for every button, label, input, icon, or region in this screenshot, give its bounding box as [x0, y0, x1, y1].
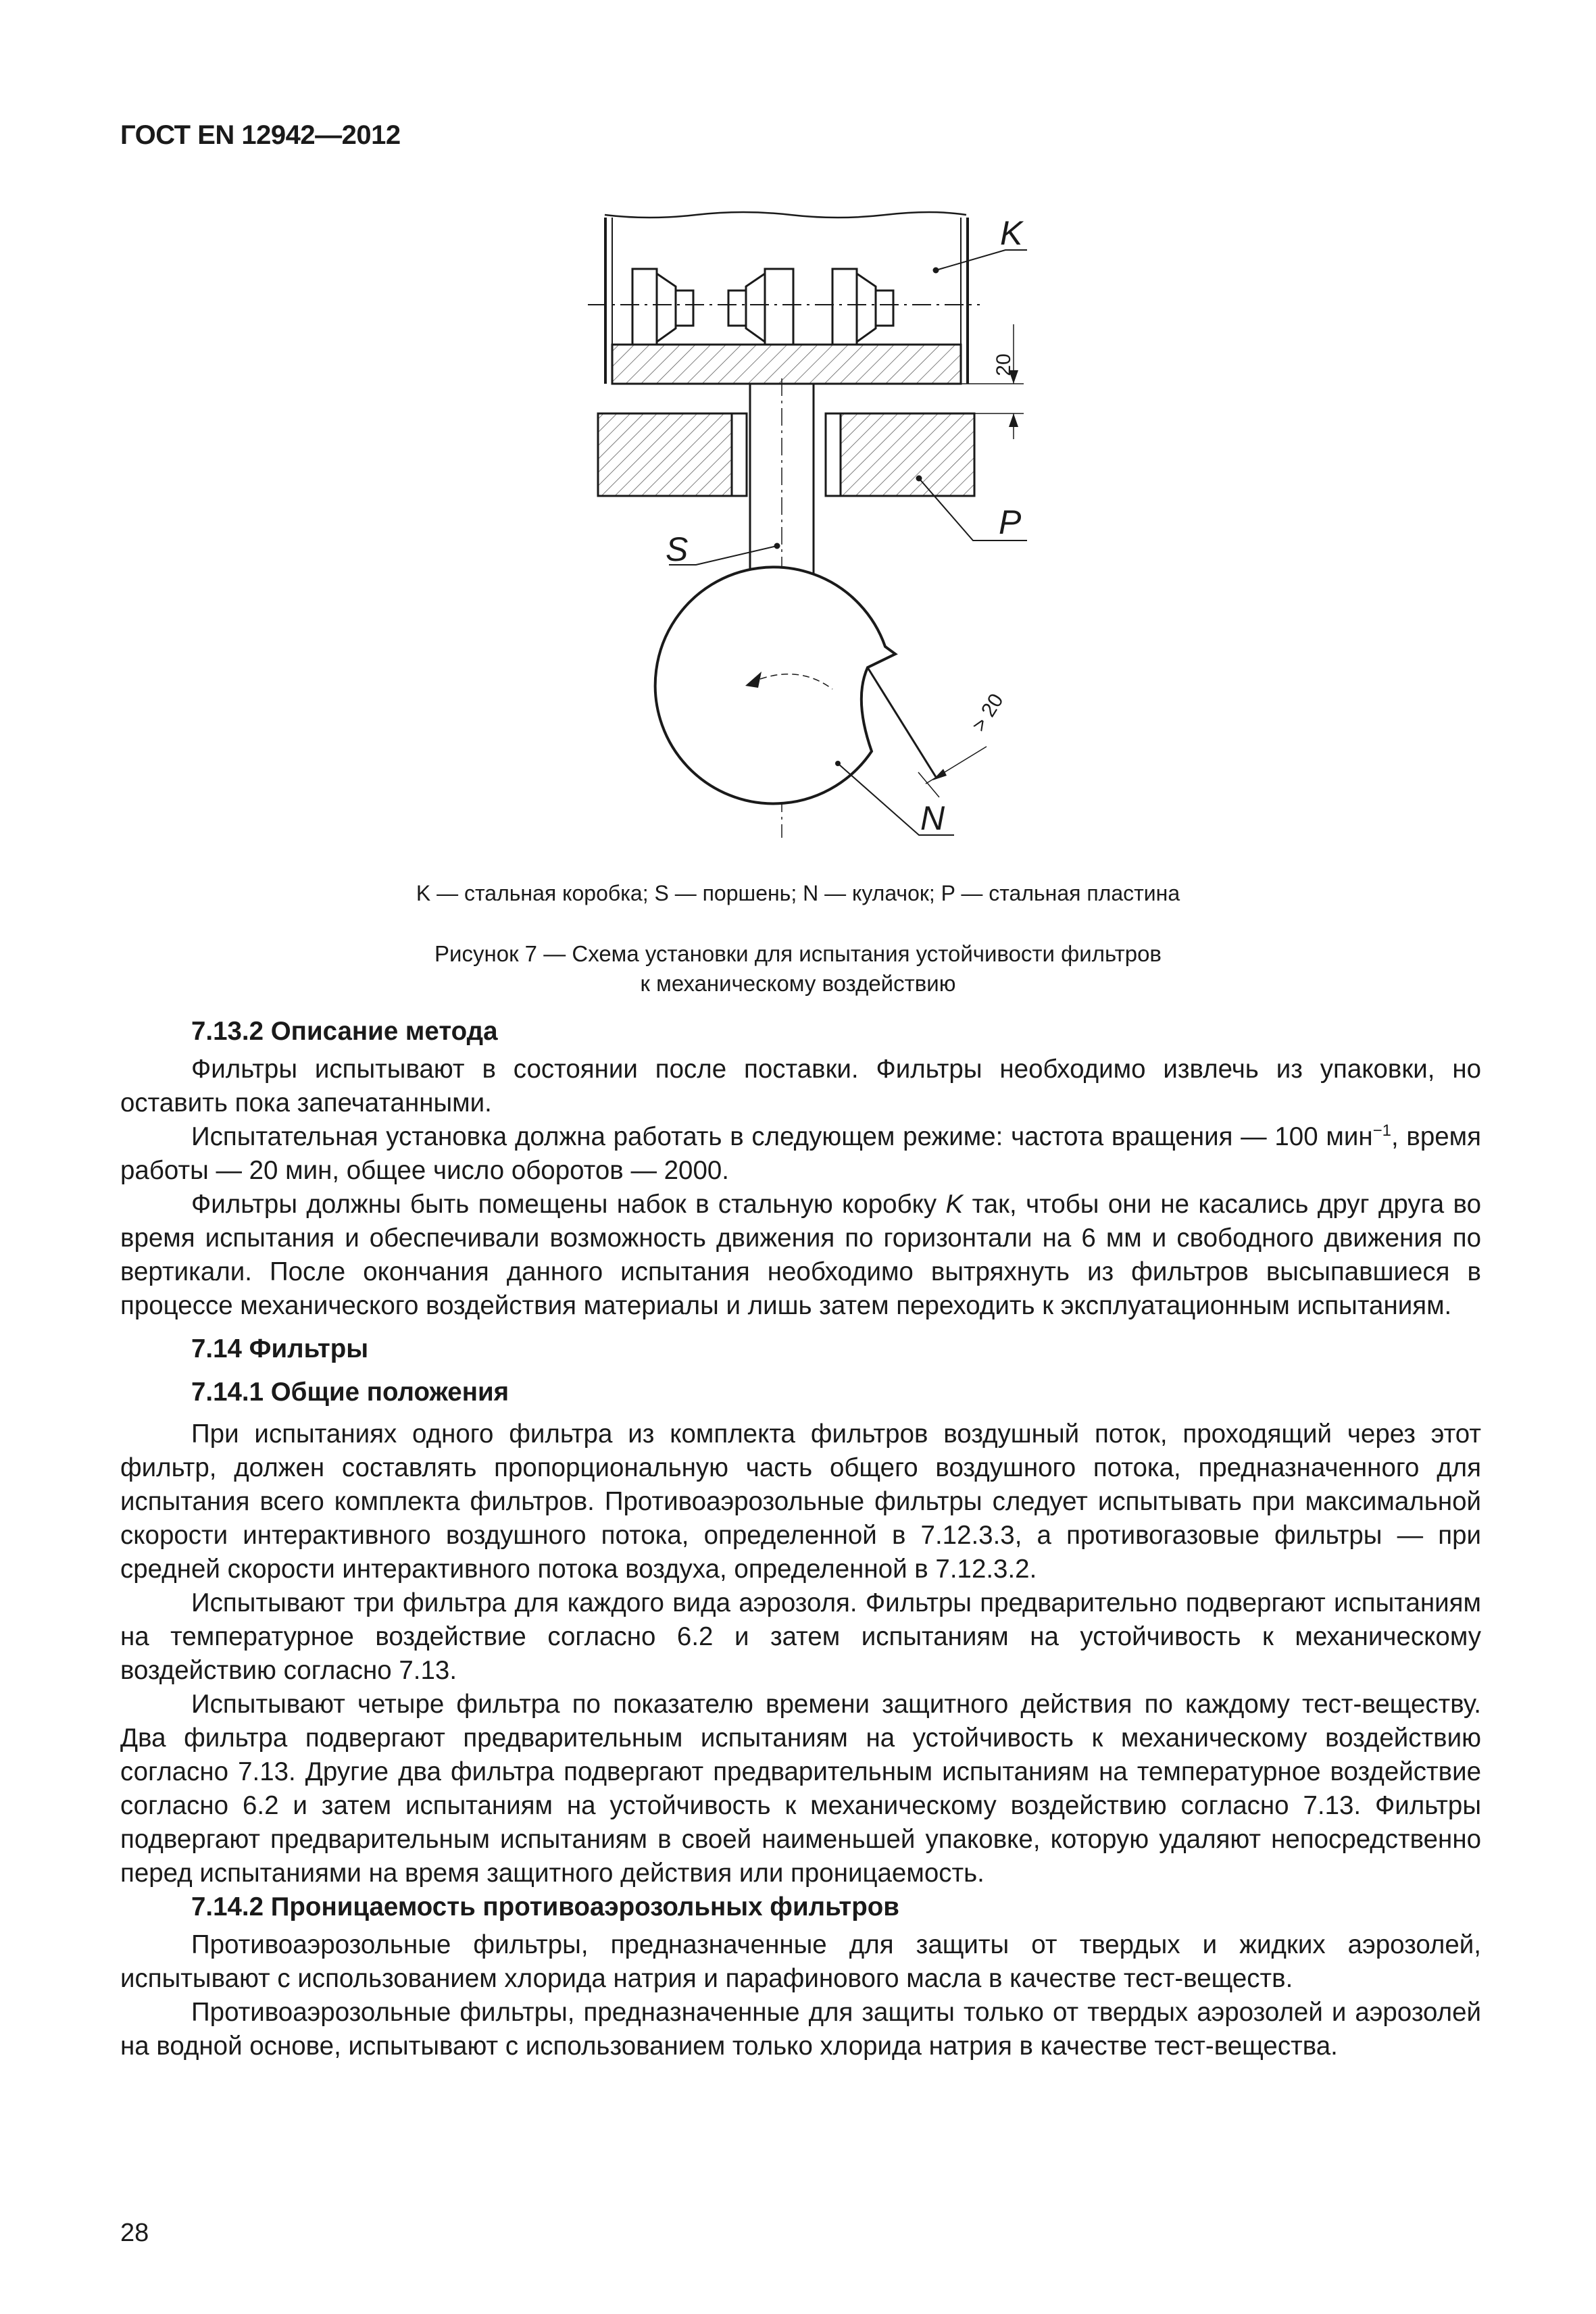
dimension-gt20 — [918, 747, 987, 797]
paragraph: Противоаэрозольные фильтры, предназначенные для защиты от твердых и жидких аэрозолей, испытывают с использованием хлорида натрия и парафинового масла в качестве тест-веществ. — [120, 1930, 1481, 1993]
paragraph: Противоаэрозольные фильтры, предназначенные для защиты только от твердых аэрозолей и аэрозолей на водной основе, испытывают с использованием только хлорида натрия в качестве тест-вещества. — [120, 1998, 1481, 2061]
figure-caption-line-1: Рисунок 7 — Схема установки для испытания устойчивости фильтров — [434, 941, 1162, 966]
dimension-20-label: 20 — [993, 353, 1015, 376]
superscript: −1 — [1372, 1122, 1391, 1140]
heading-7-14-2: 7.14.2 Проницаемость противоаэрозольных фильтров — [191, 1892, 899, 1921]
italic-k: K — [945, 1190, 964, 1219]
label-p: P — [999, 503, 1022, 541]
filters-in-box — [632, 269, 893, 345]
paragraph: Фильтры испытывают в состоянии после поставки. Фильтры необходимо извлечь из упаковки, но оставить пока запечатанными. — [120, 1055, 1481, 1117]
paragraph-placement — [120, 1188, 1481, 1323]
heading-7-13-2: 7.13.2 Описание метода — [191, 1017, 498, 1046]
figure-caption-line-2: к механическому воздействию — [640, 971, 956, 996]
test-setup-schematic — [574, 203, 1047, 865]
standard-header: ГОСТ EN 12942—2012 — [120, 120, 401, 150]
cam-n — [655, 567, 936, 803]
text-fragment: Испытательная установка должна работать в следующем режиме: частота вращения — 100 мин — [191, 1122, 1373, 1151]
text-fragment: так, чтобы они не касались друг друга во время испытания и обеспечивали возможность движения по горизонтали на 6 мм и свободного движения по вертикали. После окончания данного испытания необходимо вытряхнуть из фильтров высыпавшиеся в процессе механического воздействия материалы и лишь затем переходить к эксплуатационным испытаниям. — [120, 1190, 1481, 1320]
paragraph-operating-mode — [120, 1120, 1481, 1188]
paragraph: Испытывают три фильтра для каждого вида аэрозоля. Фильтры предварительно подвергают испытаниям на температурное воздействие согласно 6.2 и затем испытаниям на устойчивость к механическому воздействию согласно 7.13. — [120, 1588, 1481, 1685]
figure-legend: K — стальная коробка; S — поршень; N — кулачок; P — стальная пластина — [416, 881, 1180, 905]
steel-box-k — [588, 212, 980, 384]
label-n: N — [920, 799, 945, 837]
label-s: S — [666, 530, 689, 568]
text-fragment: , время работы — 20 мин, общее число оборотов — 2000. — [120, 1122, 1481, 1185]
body-text — [120, 1015, 1481, 2063]
dimension-gt20-label: > 20 — [968, 690, 1008, 736]
figure-caption — [0, 939, 1596, 999]
text-fragment: Фильтры должны быть помещены набок в стальную коробку — [191, 1190, 946, 1219]
heading-7-14-1: 7.14.1 Общие положения — [191, 1378, 509, 1407]
figure-7-diagram — [574, 203, 1047, 865]
paragraph: Испытывают четыре фильтра по показателю времени защитного действия по каждому тест-веществу. Два фильтра подвергают предварительным испытаниям на устойчивость к механическому воздействию согласно 7.13. Другие два фильтра подвергают предварительным испытаниям на температурное воздействие согласно 6.2 и затем испытаниям на устойчивость к механическому воздействию согласно 7.13. Фильтры подвергают предварительным испытаниям в своей наименьшей упаковке, которую удаляют непосредственно перед испытаниями на время защитного действия или проницаемость. — [120, 1690, 1481, 1888]
paragraph: При испытаниях одного фильтра из комплекта фильтров воздушный поток, проходящий через этот фильтр, должен составлять пропорциональную часть общего воздушного потока, предназначенного для испытания всего комплекта фильтров. Противоаэрозольные фильтры следует испытывать при максимальной скорости интерактивного воздушного потока, определенной в 7.12.3.3, а противогазовые фильтры — при средней скорости интерактивного потока воздуха, определенной в 7.12.3.2. — [120, 1419, 1481, 1584]
heading-7-14: 7.14 Фильтры — [191, 1334, 369, 1363]
page-number: 28 — [120, 2219, 149, 2247]
label-k: K — [1000, 214, 1023, 252]
